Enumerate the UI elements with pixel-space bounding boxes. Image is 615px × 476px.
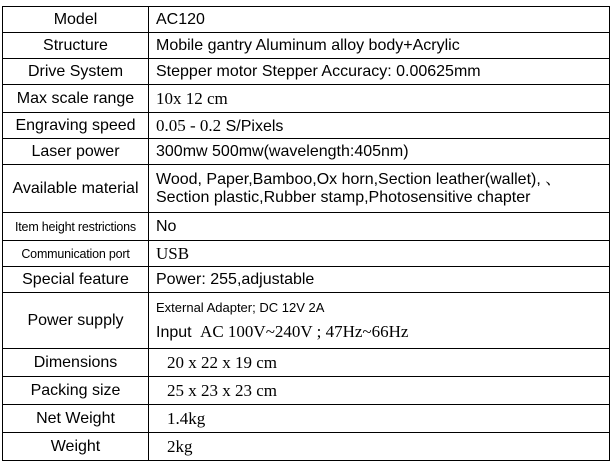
table-row [3, 213, 610, 241]
row-label: Packing size [3, 377, 149, 405]
row-label: Engraving speed [3, 113, 149, 139]
row-value [149, 433, 610, 461]
row-label: Net Weight [3, 405, 149, 433]
row-value [149, 113, 610, 139]
input-prefix: Input [156, 324, 192, 341]
row-value [149, 85, 610, 113]
table-row [3, 241, 610, 267]
table-row [3, 377, 610, 405]
material-line-2: Section plastic,Rubber stamp,Photosensitive chapter [156, 188, 531, 206]
table-row [3, 85, 610, 113]
row-label: Item height restrictions [3, 213, 149, 241]
spec-table [2, 6, 610, 461]
row-value [149, 377, 610, 405]
row-value [149, 165, 610, 213]
net-weight-value: 1.4kg [167, 408, 206, 428]
row-value: Stepper motor Stepper Accuracy: 0.00625mm [149, 59, 610, 85]
row-label: Special feature [3, 267, 149, 293]
table-row [3, 7, 610, 33]
table-row [3, 267, 610, 293]
table-row [3, 113, 610, 139]
row-label: Model [3, 7, 149, 33]
row-value [149, 241, 610, 267]
max-scale-value: 10x 12 cm [156, 88, 228, 108]
material-line-1: Wood, Paper,Bamboo,Ox horn,Section leather(wallet), 、 [156, 170, 562, 188]
weight-value: 2kg [167, 436, 193, 456]
row-label: Available material [3, 165, 149, 213]
packing-size-value: 25 x 23 x 23 cm [167, 380, 278, 400]
table-row [3, 33, 610, 59]
table-row [3, 349, 610, 377]
table-row [3, 293, 610, 349]
row-value: No [149, 213, 610, 241]
row-value: Power: 255,adjustable [149, 267, 610, 293]
row-value: Mobile gantry Aluminum alloy body+Acrylic [149, 33, 610, 59]
row-label: Drive System [3, 59, 149, 85]
row-label: Communication port [3, 241, 149, 267]
row-label: Laser power [3, 139, 149, 165]
port-value: USB [156, 243, 190, 263]
row-value: AC120 [149, 7, 610, 33]
row-value [149, 349, 610, 377]
row-value [149, 405, 610, 433]
table-row [3, 405, 610, 433]
row-value: 300mw 500mw(wavelength:405nm) [149, 139, 610, 165]
power-adapter-line: External Adapter; DC 12V 2A [156, 300, 325, 315]
speed-range: 0.05 - 0.2 [156, 115, 222, 135]
input-value: AC 100V~240V ; 47Hz~66Hz [200, 322, 409, 341]
row-label: Dimensions [3, 349, 149, 377]
table-row [3, 59, 610, 85]
row-value [149, 293, 610, 349]
table-row [3, 139, 610, 165]
row-label: Max scale range [3, 85, 149, 113]
row-label: Structure [3, 33, 149, 59]
dimensions-value: 20 x 22 x 19 cm [167, 352, 278, 372]
table-row [3, 433, 610, 461]
row-label: Weight [3, 433, 149, 461]
speed-unit: S/Pixels [221, 117, 284, 135]
table-row [3, 165, 610, 213]
row-label: Power supply [3, 293, 149, 349]
power-input-line [156, 323, 609, 342]
